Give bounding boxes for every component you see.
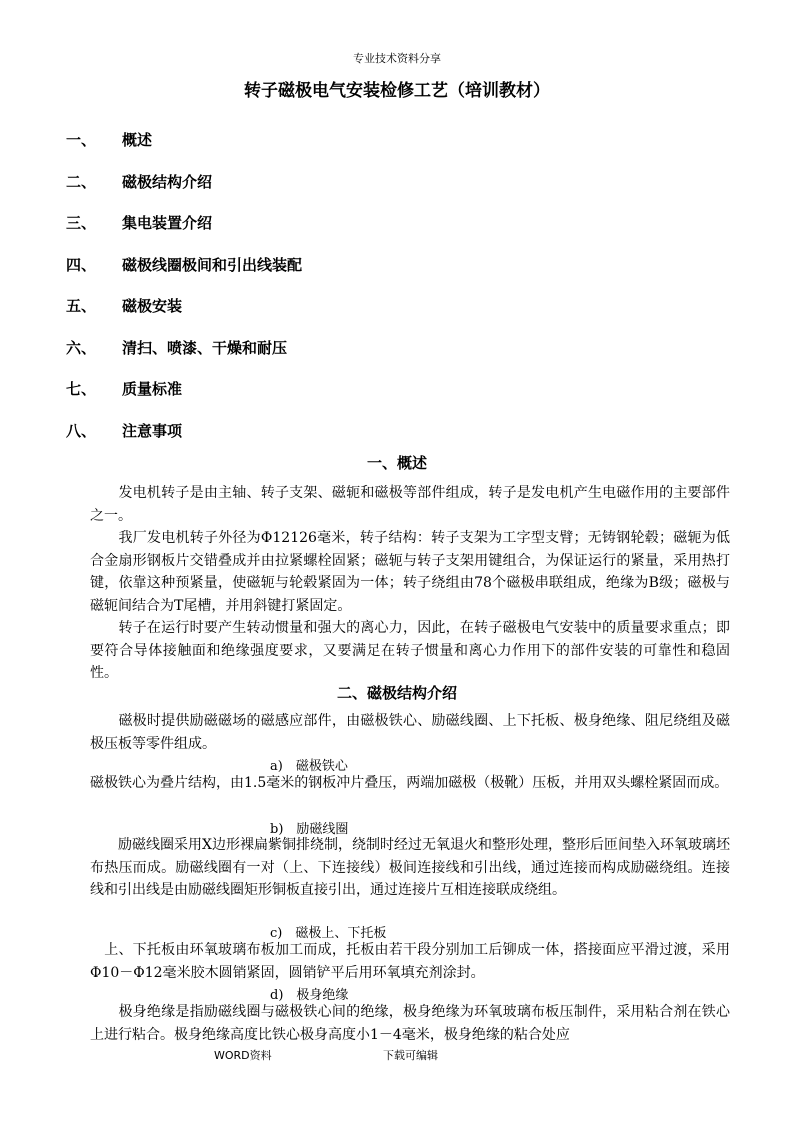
paragraph: 转子在运行时要产生转动惯量和强大的离心力，因此，在转子磁极电气安装中的质量要求重点；即要符合导体接触面和绝缘强度要求，又要满足在转子惯量和离心力作用下的部件安装的可靠性和稳固性。: [90, 620, 730, 681]
toc-item-text: 磁极线圈极间和引出线装配: [122, 255, 303, 274]
document-title: 转子磁极电气安装检修工艺（培训教材）: [244, 81, 550, 101]
footer-left: WORD资料: [214, 1049, 272, 1062]
paragraph: 发电机转子是由主轴、转子支架、磁轭和磁极等部件组成，转子是发电机产生电磁作用的主要部件之一。: [90, 485, 730, 524]
subsection-a-label: a) 磁极铁心: [270, 759, 348, 774]
subsection-a-body: [90, 772, 730, 795]
toc-item-text: 磁极结构介绍: [122, 172, 213, 191]
subsection-d-label: d) 极身绝缘: [270, 988, 349, 1003]
paragraph: 极身绝缘是指励磁线圈与磁极铁心间的绝缘，极身绝缘为环氧玻璃布板压制件，采用粘合剂在铁心上进行粘合。极身绝缘高度比铁心极身高度小1－4毫米，极身绝缘的粘合处应: [90, 1004, 730, 1043]
toc-item: [66, 410, 666, 452]
subsection-c-body: [90, 939, 730, 984]
paragraph: 磁极时提供励磁磁场的磁感应部件，由磁极铁心、励磁线圈、上下托板、极身绝缘、阻尼绕组及磁极压板等零件组成。: [90, 713, 730, 752]
toc-item-number: 五、: [66, 297, 97, 316]
paragraph: 励磁线圈采用X边形裸扁紫铜排绕制，绕制时经过无氧退火和整形处理，整形后匝间垫入环氧玻璃坯布热压而成。励磁线圈有一对（上、下连接线）极间连接线和引出线，通过连接而构成励磁绕组。连接线和引出线是由励磁线圈矩形铜板直接引出，通过连接片互相连接联成绕组。: [90, 837, 730, 898]
subsection-c-label: c) 磁极上、下托板: [270, 926, 387, 941]
toc-item-number: 八、: [66, 421, 97, 440]
toc-item-number: 六、: [66, 338, 97, 357]
toc-item: [66, 202, 666, 244]
toc-item-number: 一、: [66, 131, 97, 150]
subsection-d-body: [90, 1001, 730, 1046]
paragraph: 上、下托板由环氧玻璃布板加工而成，托板由若干段分别加工后铆成一体，搭接面应平滑过渡，采用Φ10－Φ12毫米胶木圆销紧固，圆销铲平后用环氧填充剂涂封。: [90, 942, 730, 981]
section-1-title: 一、概述: [366, 454, 427, 472]
toc-item-text: 清扫、喷漆、干燥和耐压: [122, 338, 288, 357]
toc-item-number: 二、: [66, 172, 97, 191]
toc-item: [66, 119, 666, 161]
toc-item-text: 注意事项: [122, 421, 183, 440]
paragraph: 磁极铁心为叠片结构，由1.5毫米的钢板冲片叠压，两端加磁极（极靴）压板，并用双头螺栓紧固而成。: [90, 775, 729, 791]
toc-item-number: 七、: [66, 380, 97, 399]
subsection-b-body: [90, 834, 730, 902]
section-1-body: [90, 482, 730, 685]
footer-right: 下载可编辑: [383, 1049, 438, 1062]
page-header: 专业技术资料分享: [353, 52, 441, 65]
toc-item-text: 质量标准: [122, 380, 183, 399]
toc-item: [66, 327, 666, 369]
toc-item: [66, 368, 666, 410]
section-2-title: 二、磁极结构介绍: [336, 684, 457, 702]
toc-item-number: 四、: [66, 255, 97, 274]
section-2-intro: [90, 710, 730, 755]
toc-item: [66, 244, 666, 286]
toc-item: [66, 161, 666, 203]
toc-item: [66, 285, 666, 327]
toc-item-text: 磁极安装: [122, 297, 183, 316]
subsection-b-label: b) 励磁线圈: [270, 822, 349, 837]
table-of-contents: [66, 119, 666, 451]
toc-item-text: 概述: [122, 131, 153, 150]
toc-item-number: 三、: [66, 214, 97, 233]
paragraph: 我厂发电机转子外径为Φ12126毫米，转子结构：转子支架为工字型支臂；无铸钢轮毂；磁轭为低合金扇形钢板片交错叠成并由拉紧螺栓固紧；磁轭与转子支架用键组合，为保证运行的紧量，采用热打键，依靠这种预紧量，使磁轭与轮毂紧固为一体；转子绕组由78个磁极串联组成，绝缘为B级；磁极与磁轭间结合为T尾槽，并用斜键打紧固定。: [90, 530, 730, 614]
toc-item-text: 集电装置介绍: [122, 214, 213, 233]
